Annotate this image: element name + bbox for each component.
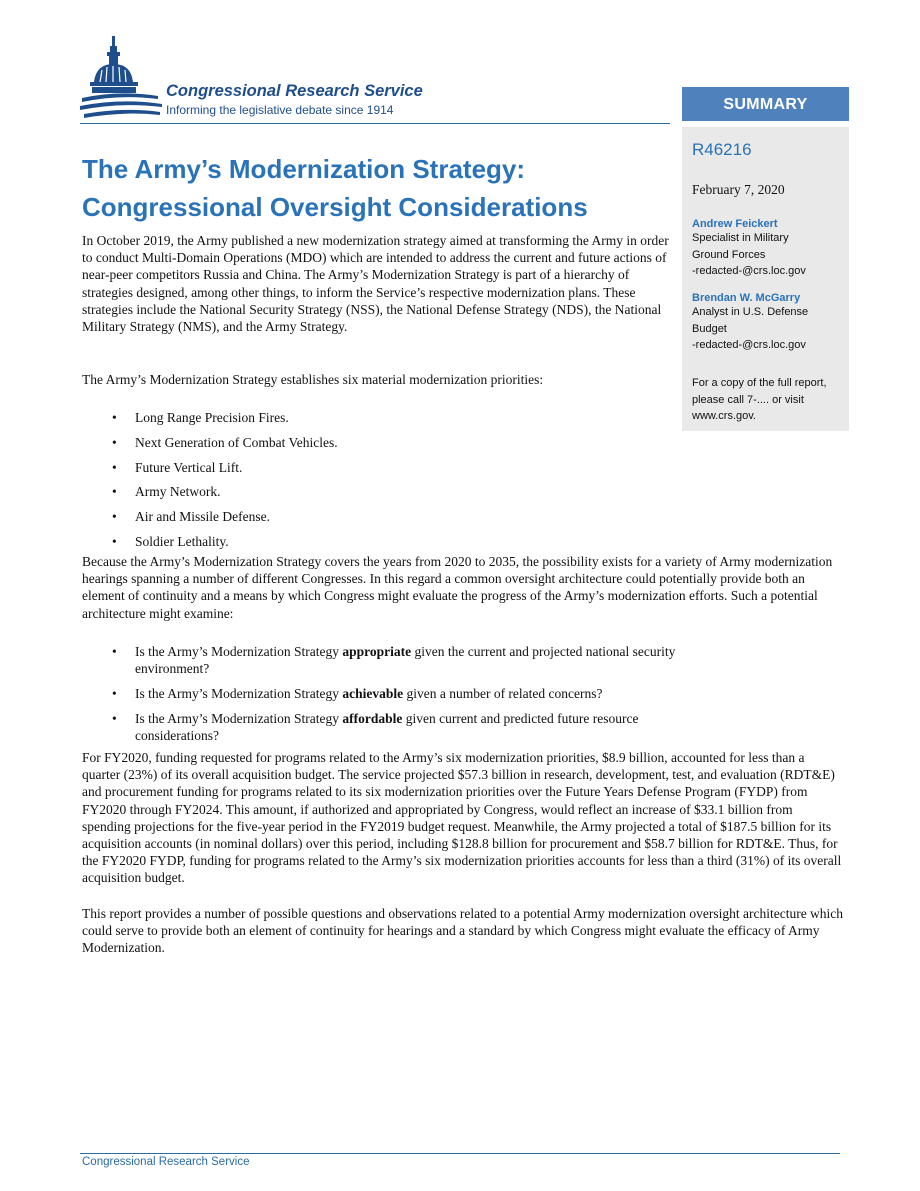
priorities-intro: The Army’s Modernization Strategy establishes six material modernization priorities: xyxy=(82,372,544,387)
author-name: Brendan W. McGarry xyxy=(692,292,801,304)
footer-text: Congressional Research Service xyxy=(82,1156,250,1168)
funding-paragraph: For FY2020, funding requested for programs related to the Army’s six modernization priorities, $8.9 billion, accounted for less than a quarter (23%) of its overall acquisition budget. The service projected $57.3 billion in research, development, test, and evaluation (RDT&E) and procurement funding for programs related to its six modernization priorities over the Future Years Defense Program (FYDP) from FY2020 through FY2024. This amount, if authorized and appropriated by Congress, would reflect an increase of $33.1 billion from spending projections for the five-year period in the FY2019 budget request. Meanwhile, the Army projected a total of $187.5 billion for its acquisition accounts (in nominal dollars) over this period, including $128.8 billion for procurement and $58.7 billion for RDT&E. Thus, for the FY2020 FYDP, funding for programs related to the Army’s six modernization priorities accounts for less than a third (31%) of its overall acquisition budget. xyxy=(82,750,842,886)
author-block xyxy=(692,218,844,280)
list-item: • Is the Army’s Modernization Strategy achievable given a number of related concerns? xyxy=(112,686,603,701)
report-date: February 7, 2020 xyxy=(692,182,785,197)
author-title: Specialist in Military xyxy=(692,232,789,244)
copy-note: For a copy of the full report, please call 7-.... or visit www.crs.gov. xyxy=(692,377,827,422)
org-name: Congressional Research Service xyxy=(166,82,423,100)
org-tagline: Informing the legislative debate since 1914 xyxy=(166,103,394,117)
list-item: • Long Range Precision Fires. xyxy=(112,410,289,425)
summary-heading: SUMMARY xyxy=(682,87,849,121)
header-rule xyxy=(80,123,670,124)
intro-paragraph: In October 2019, the Army published a new modernization strategy aimed at transforming the Army in order to conduct Multi-Domain Operations (MDO) which are intended to address the current and future actions of near-peer competitors Russia and China. The Army’s Modernization Strategy is part of a hierarchy of strategies designed, among other things, to inform the Service’s respective modernization plans. These strategies include the National Security Strategy (NSS), the National Defense Strategy (NDS), the National Military Strategy (NMS), and the Army Strategy. xyxy=(82,233,669,335)
author-name: Andrew Feickert xyxy=(692,218,778,230)
list-item: • Future Vertical Lift. xyxy=(112,459,243,475)
list-item: • Air and Missile Defense. xyxy=(112,509,270,525)
author-title: Ground Forces xyxy=(692,248,766,261)
list-item: • Next Generation of Combat Vehicles. xyxy=(112,434,338,450)
page-title xyxy=(82,150,662,226)
conclusion-paragraph: This report provides a number of possible questions and observations related to a potential Army modernization oversight architecture which could serve to provide both an element of continuity for hearings and a standard by which Congress might evaluate the efficacy of Army Modernization. xyxy=(82,906,844,956)
priorities-list xyxy=(82,409,338,550)
oversight-paragraph: Because the Army’s Modernization Strategy covers the years from 2020 to 2035, the possibility exists for a variety of Army modernization hearings spanning a number of different Congresses. In this regard a common oversight architecture could potentially provide both an element of continuity and a means by which Congress might evaluate the progress of the Army’s modernization efforts. Such a potential architecture might examine: xyxy=(82,554,833,621)
list-item: • Army Network. xyxy=(112,484,221,500)
list-item: • Is the Army’s Modernization Strategy affordable given current and predicted future resource considerations? xyxy=(112,710,639,743)
list-item: • Is the Army’s Modernization Strategy appropriate given the current and projected national security environment? xyxy=(112,644,676,677)
author-email: -redacted-@crs.loc.gov xyxy=(692,265,806,277)
title-line-2: Congressional Oversight Considerations xyxy=(82,192,588,222)
footer-rule xyxy=(80,1153,840,1154)
list-item: • Soldier Lethality. xyxy=(112,533,229,549)
title-line-1: The Army’s Modernization Strategy: xyxy=(82,154,526,184)
report-number: R46216 xyxy=(692,140,752,159)
author-block xyxy=(692,292,844,354)
author-title: Analyst in U.S. Defense xyxy=(692,306,809,318)
author-title: Budget xyxy=(692,322,727,335)
questions-list xyxy=(82,643,762,744)
author-email: -redacted-@crs.loc.gov xyxy=(692,339,806,351)
